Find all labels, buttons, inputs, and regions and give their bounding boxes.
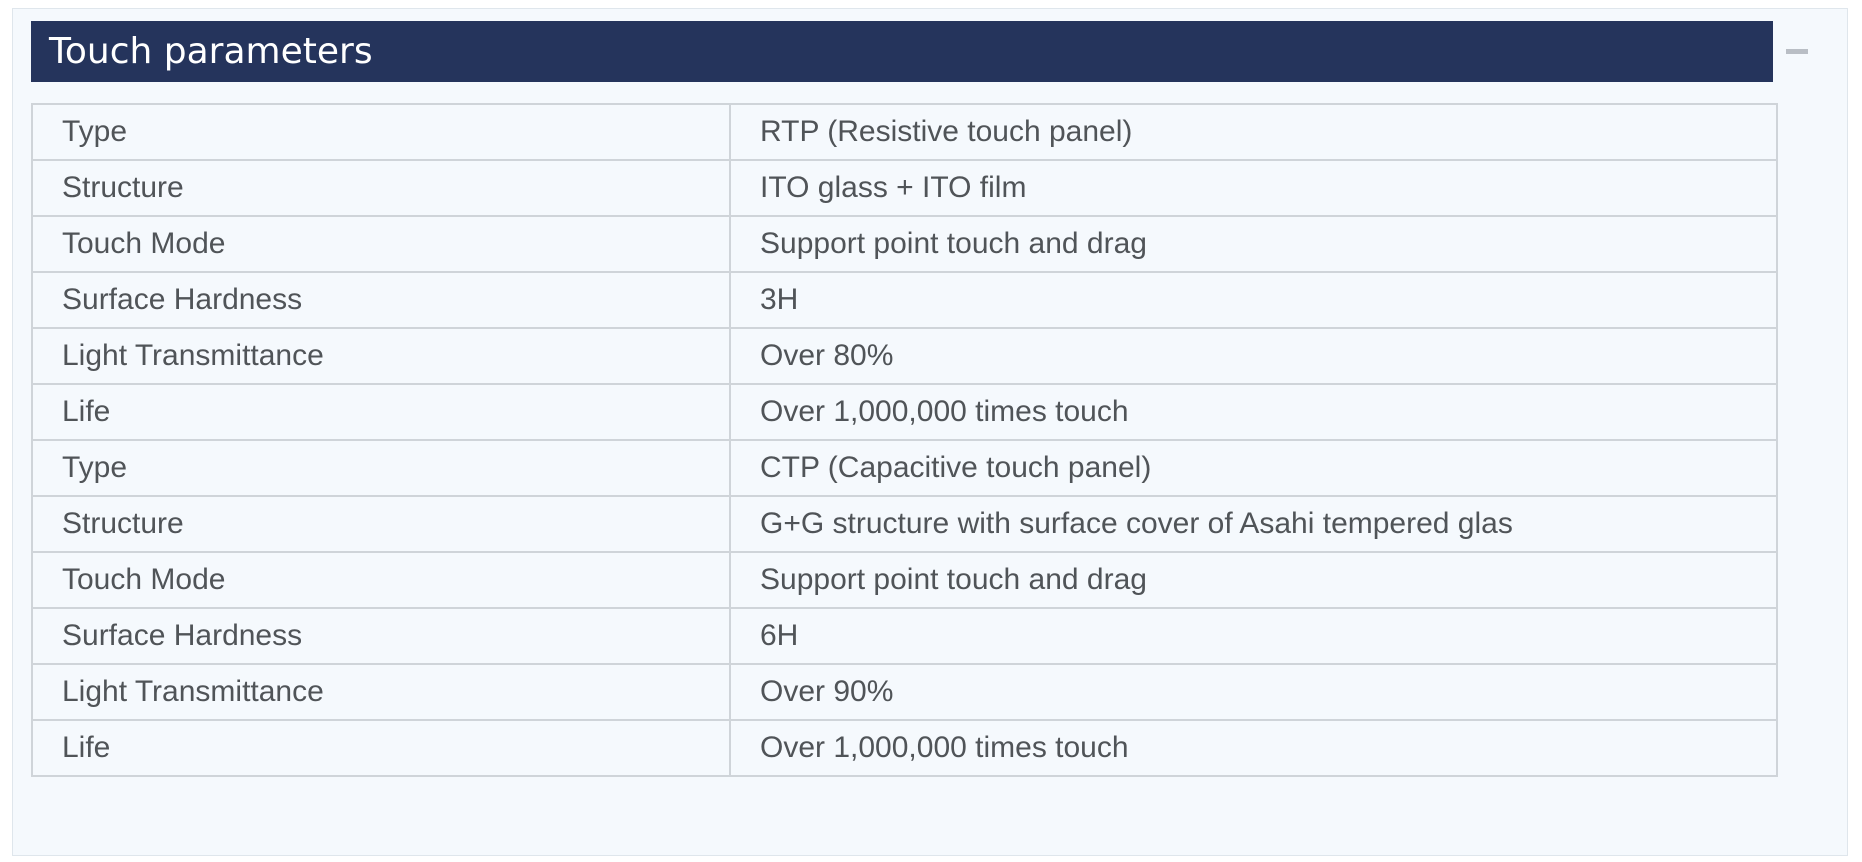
param-label: Surface Hardness xyxy=(32,608,730,664)
table-row xyxy=(32,720,1777,776)
param-label: Life xyxy=(32,384,730,440)
param-label: Surface Hardness xyxy=(32,272,730,328)
param-value: Support point touch and drag xyxy=(730,216,1777,272)
table-row xyxy=(32,552,1777,608)
table-row xyxy=(32,664,1777,720)
param-label: Structure xyxy=(32,160,730,216)
param-value: Over 1,000,000 times touch xyxy=(730,384,1777,440)
section-title: Touch parameters xyxy=(49,31,373,72)
collapse-button[interactable] xyxy=(1785,46,1809,56)
param-value: Over 80% xyxy=(730,328,1777,384)
table-row xyxy=(32,104,1777,160)
section-header xyxy=(31,21,1773,82)
table-row xyxy=(32,440,1777,496)
table-row xyxy=(32,384,1777,440)
param-label: Touch Mode xyxy=(32,216,730,272)
minus-icon xyxy=(1786,49,1808,54)
param-label: Type xyxy=(32,104,730,160)
param-value: G+G structure with surface cover of Asahi tempered glas xyxy=(730,496,1777,552)
table-row xyxy=(32,216,1777,272)
param-value: Over 90% xyxy=(730,664,1777,720)
param-value: Over 1,000,000 times touch xyxy=(730,720,1777,776)
table-row xyxy=(32,160,1777,216)
param-label: Light Transmittance xyxy=(32,664,730,720)
param-value: 3H xyxy=(730,272,1777,328)
parameters-table xyxy=(31,103,1778,777)
table-row xyxy=(32,496,1777,552)
param-value: Support point touch and drag xyxy=(730,552,1777,608)
param-value: ITO glass + ITO film xyxy=(730,160,1777,216)
param-label: Type xyxy=(32,440,730,496)
table-row xyxy=(32,272,1777,328)
param-label: Life xyxy=(32,720,730,776)
param-label: Structure xyxy=(32,496,730,552)
table-row xyxy=(32,608,1777,664)
param-label: Touch Mode xyxy=(32,552,730,608)
param-value: CTP (Capacitive touch panel) xyxy=(730,440,1777,496)
param-label: Light Transmittance xyxy=(32,328,730,384)
table-row xyxy=(32,328,1777,384)
param-value: RTP (Resistive touch panel) xyxy=(730,104,1777,160)
param-value: 6H xyxy=(730,608,1777,664)
